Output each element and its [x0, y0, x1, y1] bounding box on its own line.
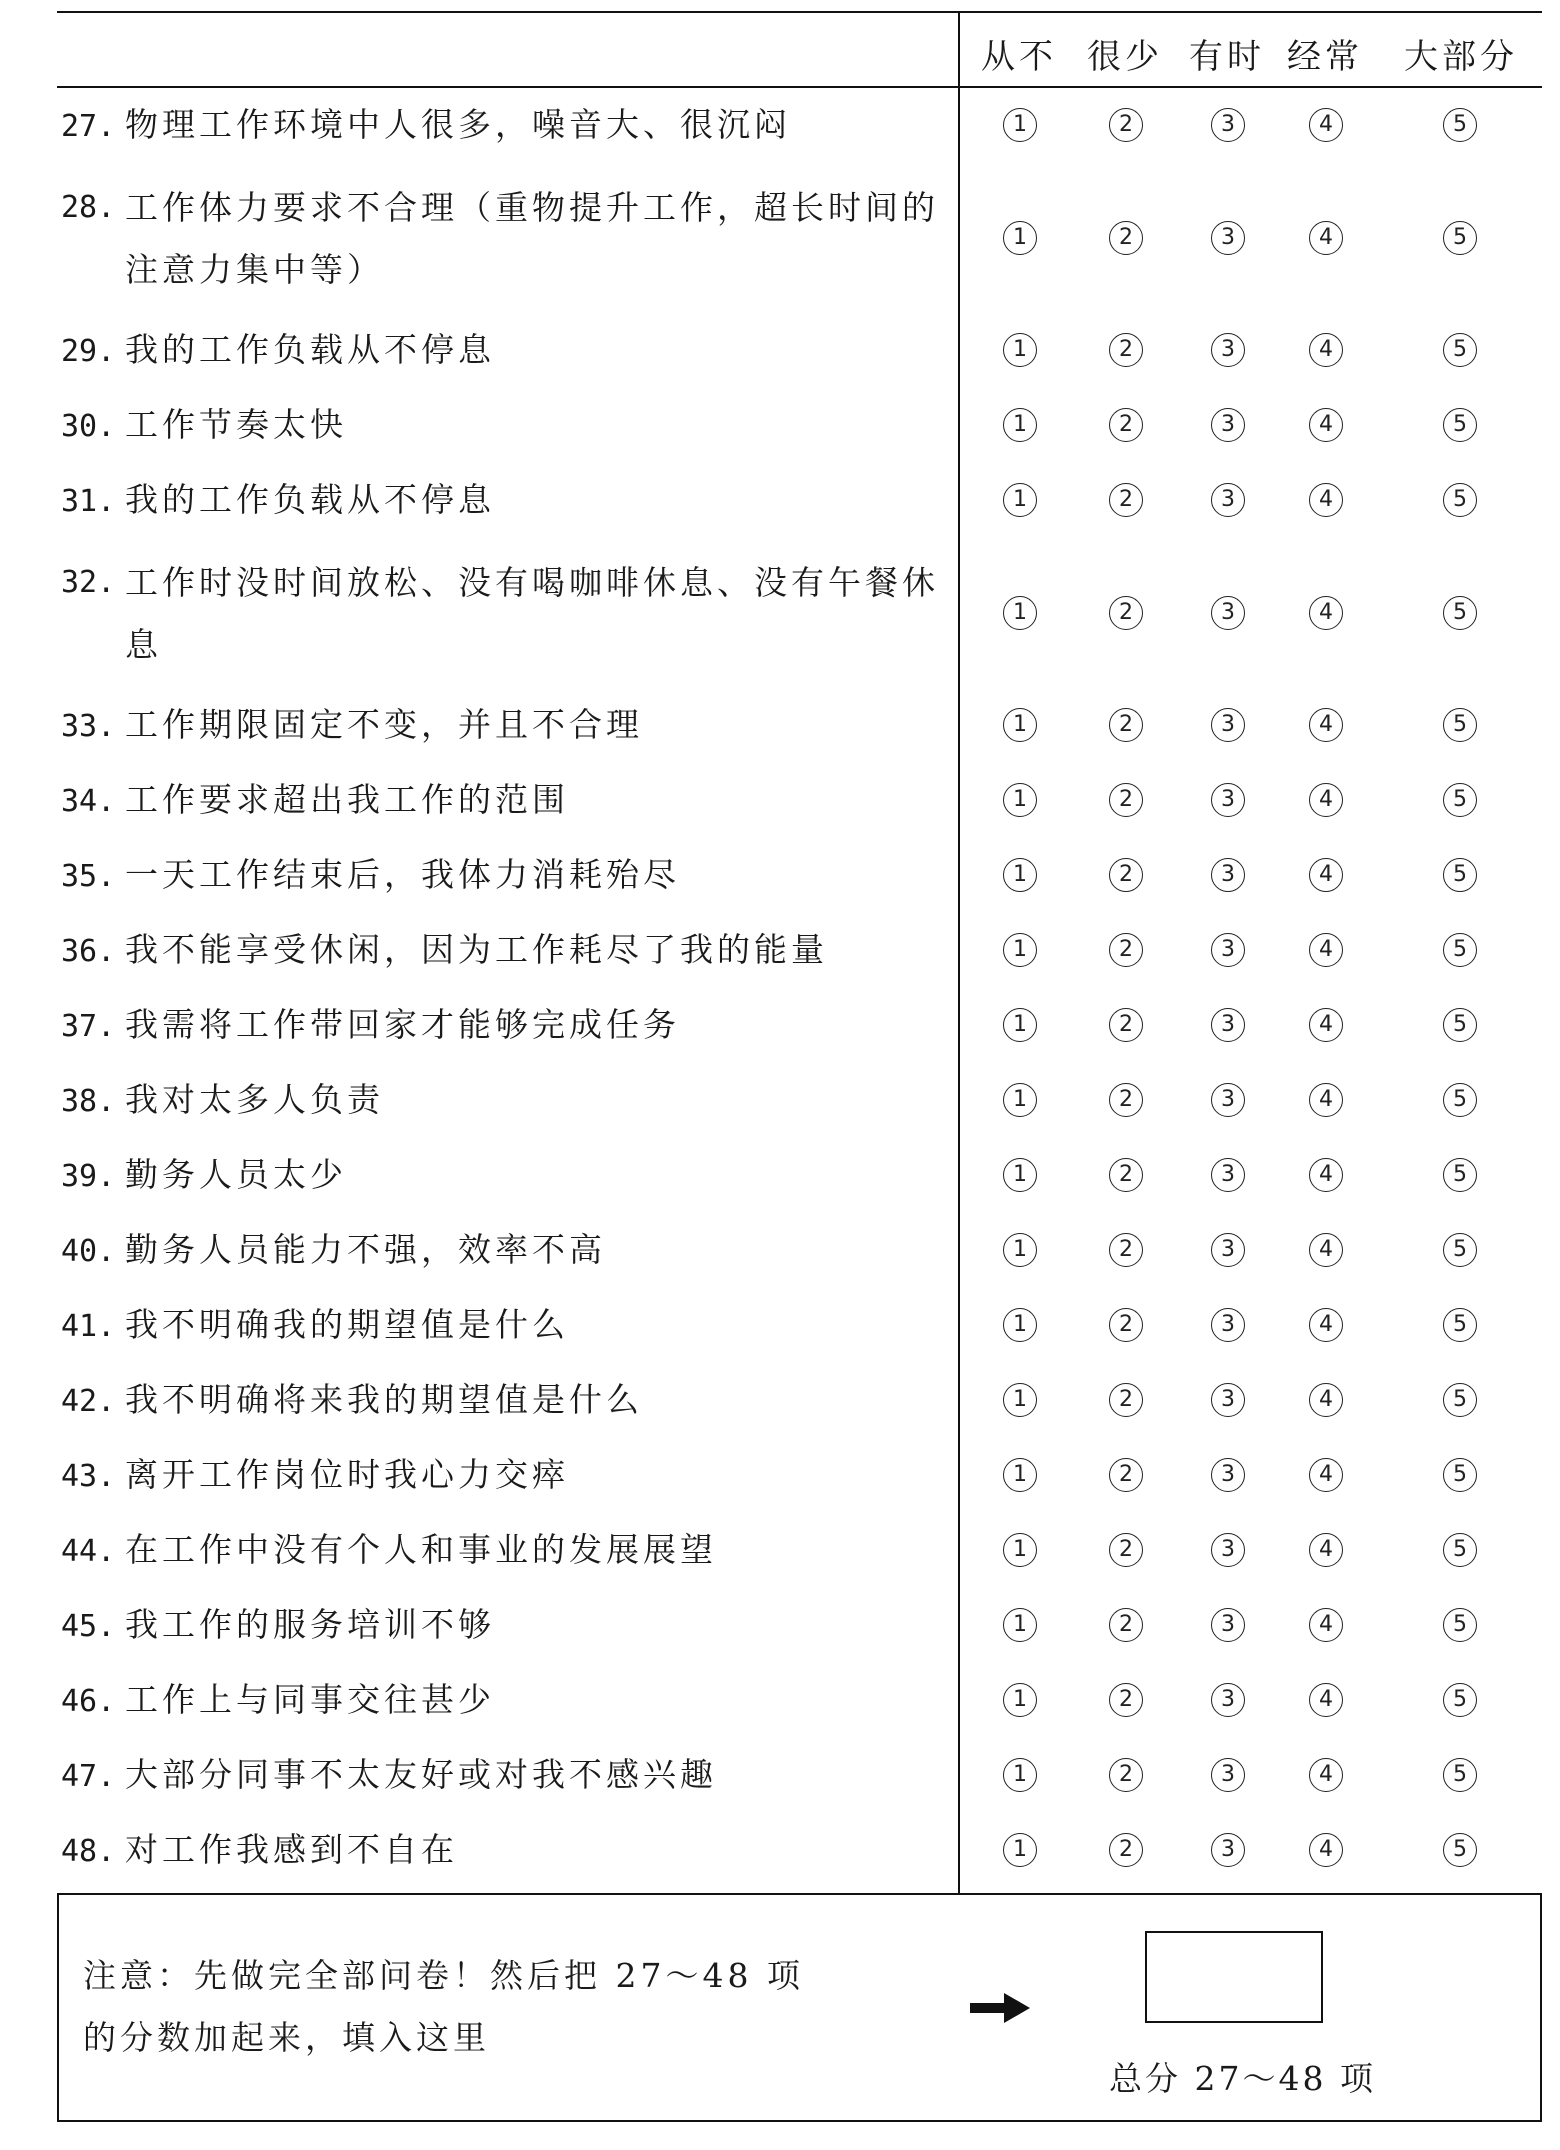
option-rarely-radio[interactable]: 2 — [1109, 858, 1143, 892]
option-rarely-radio[interactable]: 2 — [1109, 1608, 1143, 1642]
question-row — [57, 1588, 1542, 1663]
option-sometimes-radio[interactable]: 3 — [1211, 1083, 1245, 1117]
question-row — [57, 1213, 1542, 1288]
option-sometimes-radio[interactable]: 3 — [1211, 1458, 1245, 1492]
option-often-radio[interactable]: 4 — [1309, 1758, 1343, 1792]
header-option-sometimes: 有时 — [1189, 37, 1265, 77]
question-text — [61, 1669, 956, 1733]
question-label: 工作节奏太快 — [125, 405, 347, 444]
option-mostly-radio[interactable]: 5 — [1443, 1158, 1477, 1192]
option-often-radio[interactable]: 4 — [1309, 1008, 1343, 1042]
option-often-radio[interactable]: 4 — [1309, 1458, 1343, 1492]
option-never-radio[interactable]: 1 — [1003, 1533, 1037, 1567]
question-text — [61, 1069, 956, 1133]
option-never-radio[interactable]: 1 — [1003, 1083, 1037, 1117]
question-row — [57, 688, 1542, 763]
option-often-radio[interactable]: 4 — [1309, 1233, 1343, 1267]
question-label: 我对太多人负责 — [125, 1080, 384, 1119]
option-mostly-radio[interactable]: 5 — [1443, 1683, 1477, 1717]
question-row — [57, 1138, 1542, 1213]
option-mostly-radio[interactable]: 5 — [1443, 1458, 1477, 1492]
instruction-note — [83, 1945, 863, 2069]
option-never-radio[interactable]: 1 — [1003, 221, 1037, 255]
question-row — [57, 1813, 1542, 1888]
question-row — [57, 313, 1542, 388]
option-often-radio[interactable]: 4 — [1309, 1308, 1343, 1342]
question-label: 勤务人员太少 — [125, 1155, 347, 1194]
question-number: 29. — [61, 334, 116, 369]
question-row — [57, 88, 1542, 163]
option-rarely-radio[interactable]: 2 — [1109, 1083, 1143, 1117]
option-never-radio[interactable]: 1 — [1003, 1833, 1037, 1867]
option-rarely-radio[interactable]: 2 — [1109, 1308, 1143, 1342]
question-label: 我不明确将来我的期望值是什么 — [125, 1380, 643, 1419]
question-number: 41. — [61, 1309, 116, 1344]
option-often-radio[interactable]: 4 — [1309, 1533, 1343, 1567]
option-never-radio[interactable]: 1 — [1003, 783, 1037, 817]
option-never-radio[interactable]: 1 — [1003, 1458, 1037, 1492]
option-rarely-radio[interactable]: 2 — [1109, 783, 1143, 817]
option-never-radio[interactable]: 1 — [1003, 708, 1037, 742]
option-mostly-radio[interactable]: 5 — [1443, 708, 1477, 742]
option-mostly-radio[interactable]: 5 — [1443, 858, 1477, 892]
option-never-radio[interactable]: 1 — [1003, 1158, 1037, 1192]
question-number: 44. — [61, 1534, 116, 1569]
question-text — [61, 319, 956, 383]
option-never-radio[interactable]: 1 — [1003, 596, 1037, 630]
option-rarely-radio[interactable]: 2 — [1109, 708, 1143, 742]
question-label: 我不能享受休闲，因为工作耗尽了我的能量 — [125, 930, 828, 969]
option-never-radio[interactable]: 1 — [1003, 1383, 1037, 1417]
option-sometimes-radio[interactable]: 3 — [1211, 1308, 1245, 1342]
question-text — [61, 994, 956, 1058]
question-label: 对工作我感到不自在 — [125, 1830, 458, 1869]
option-mostly-radio[interactable]: 5 — [1443, 333, 1477, 367]
option-rarely-radio[interactable]: 2 — [1109, 333, 1143, 367]
question-row — [57, 1438, 1542, 1513]
option-mostly-radio[interactable]: 5 — [1443, 221, 1477, 255]
question-label: 大部分同事不太友好或对我不感兴趣 — [125, 1755, 717, 1794]
question-number: 33. — [61, 709, 116, 744]
option-sometimes-radio[interactable]: 3 — [1211, 1608, 1245, 1642]
header-row — [57, 13, 1542, 86]
question-label: 我工作的服务培训不够 — [125, 1605, 495, 1644]
option-sometimes-radio[interactable]: 3 — [1211, 108, 1245, 142]
option-sometimes-radio[interactable]: 3 — [1211, 483, 1245, 517]
question-label: 物理工作环境中人很多，噪音大、很沉闷 — [125, 105, 791, 144]
question-number: 48. — [61, 1834, 116, 1869]
question-text — [61, 1594, 956, 1658]
question-text — [61, 469, 956, 533]
option-sometimes-radio[interactable]: 3 — [1211, 708, 1245, 742]
question-text — [61, 694, 956, 758]
question-label: 离开工作岗位时我心力交瘁 — [125, 1455, 569, 1494]
question-number: 32. — [61, 565, 116, 600]
question-text — [61, 919, 956, 983]
question-row — [57, 463, 1542, 538]
question-number: 37. — [61, 1009, 116, 1044]
header-option-rarely: 很少 — [1087, 37, 1163, 77]
option-often-radio[interactable]: 4 — [1309, 858, 1343, 892]
question-label: 工作要求超出我工作的范围 — [125, 780, 569, 819]
option-rarely-radio[interactable]: 2 — [1109, 108, 1143, 142]
option-sometimes-radio[interactable]: 3 — [1211, 1383, 1245, 1417]
option-often-radio[interactable]: 4 — [1309, 483, 1343, 517]
option-never-radio[interactable]: 1 — [1003, 483, 1037, 517]
question-text — [61, 394, 956, 458]
option-mostly-radio[interactable]: 5 — [1443, 483, 1477, 517]
question-number: 43. — [61, 1459, 116, 1494]
question-list — [57, 88, 1542, 1888]
option-never-radio[interactable]: 1 — [1003, 1758, 1037, 1792]
question-row — [57, 163, 1542, 313]
option-never-radio[interactable]: 1 — [1003, 1008, 1037, 1042]
option-often-radio[interactable]: 4 — [1309, 1608, 1343, 1642]
question-text — [61, 1519, 956, 1583]
option-mostly-radio[interactable]: 5 — [1443, 783, 1477, 817]
question-text — [61, 550, 956, 676]
instruction-line-2: 的分数加起来，填入这里 — [83, 2018, 490, 2057]
question-row — [57, 838, 1542, 913]
question-label: 我的工作负载从不停息 — [125, 480, 495, 519]
option-mostly-radio[interactable]: 5 — [1443, 1083, 1477, 1117]
option-often-radio[interactable]: 4 — [1309, 1833, 1343, 1867]
option-never-radio[interactable]: 1 — [1003, 333, 1037, 367]
option-mostly-radio[interactable]: 5 — [1443, 108, 1477, 142]
option-often-radio[interactable]: 4 — [1309, 1683, 1343, 1717]
right-arrow-icon — [970, 1993, 1030, 2023]
instruction-line-1: 注意：先做完全部问卷！然后把 27～48 项 — [83, 1956, 804, 1995]
question-number: 31. — [61, 484, 116, 519]
question-row — [57, 538, 1542, 688]
option-often-radio[interactable]: 4 — [1309, 333, 1343, 367]
option-mostly-radio[interactable]: 5 — [1443, 596, 1477, 630]
question-row — [57, 1513, 1542, 1588]
option-often-radio[interactable]: 4 — [1309, 108, 1343, 142]
question-text — [61, 1219, 956, 1283]
question-row — [57, 1663, 1542, 1738]
option-never-radio[interactable]: 1 — [1003, 933, 1037, 967]
question-label: 我的工作负载从不停息 — [125, 330, 495, 369]
option-often-radio[interactable]: 4 — [1309, 1383, 1343, 1417]
option-sometimes-radio[interactable]: 3 — [1211, 333, 1245, 367]
question-text — [61, 1744, 956, 1808]
option-rarely-radio[interactable]: 2 — [1109, 596, 1143, 630]
option-often-radio[interactable]: 4 — [1309, 708, 1343, 742]
option-rarely-radio[interactable]: 2 — [1109, 221, 1143, 255]
question-row — [57, 1288, 1542, 1363]
option-often-radio[interactable]: 4 — [1309, 596, 1343, 630]
option-sometimes-radio[interactable]: 3 — [1211, 1533, 1245, 1567]
question-row — [57, 1063, 1542, 1138]
question-text — [61, 1444, 956, 1508]
question-row — [57, 1363, 1542, 1438]
option-mostly-radio[interactable]: 5 — [1443, 1383, 1477, 1417]
question-number: 34. — [61, 784, 116, 819]
question-text — [61, 94, 956, 158]
option-never-radio[interactable]: 1 — [1003, 108, 1037, 142]
question-number: 35. — [61, 859, 116, 894]
option-sometimes-radio[interactable]: 3 — [1211, 858, 1245, 892]
option-mostly-radio[interactable]: 5 — [1443, 1233, 1477, 1267]
option-sometimes-radio[interactable]: 3 — [1211, 221, 1245, 255]
option-never-radio[interactable]: 1 — [1003, 1608, 1037, 1642]
question-number: 45. — [61, 1609, 116, 1644]
header-option-mostly: 大部分 — [1404, 37, 1518, 77]
question-label: 工作上与同事交往甚少 — [125, 1680, 495, 1719]
option-rarely-radio[interactable]: 2 — [1109, 408, 1143, 442]
question-label: 勤务人员能力不强，效率不高 — [125, 1230, 606, 1269]
question-label: 工作期限固定不变，并且不合理 — [125, 705, 643, 744]
option-sometimes-radio[interactable]: 3 — [1211, 408, 1245, 442]
option-mostly-radio[interactable]: 5 — [1443, 1758, 1477, 1792]
question-row — [57, 988, 1542, 1063]
question-number: 38. — [61, 1084, 116, 1119]
question-row — [57, 763, 1542, 838]
option-mostly-radio[interactable]: 5 — [1443, 933, 1477, 967]
option-sometimes-radio[interactable]: 3 — [1211, 1758, 1245, 1792]
option-rarely-radio[interactable]: 2 — [1109, 1008, 1143, 1042]
option-rarely-radio[interactable]: 2 — [1109, 483, 1143, 517]
question-label: 在工作中没有个人和事业的发展展望 — [125, 1530, 717, 1569]
option-sometimes-radio[interactable]: 3 — [1211, 1233, 1245, 1267]
question-row — [57, 1738, 1542, 1813]
question-label: 工作时没时间放松、没有喝咖啡休息、没有午餐休息 — [125, 563, 939, 664]
question-text — [61, 1369, 956, 1433]
option-mostly-radio[interactable]: 5 — [1443, 1833, 1477, 1867]
option-rarely-radio[interactable]: 2 — [1109, 1833, 1143, 1867]
option-mostly-radio[interactable]: 5 — [1443, 408, 1477, 442]
option-sometimes-radio[interactable]: 3 — [1211, 1008, 1245, 1042]
option-rarely-radio[interactable]: 2 — [1109, 1458, 1143, 1492]
header-option-never: 从不 — [981, 37, 1057, 77]
option-often-radio[interactable]: 4 — [1309, 1158, 1343, 1192]
option-sometimes-radio[interactable]: 3 — [1211, 933, 1245, 967]
question-label: 一天工作结束后，我体力消耗殆尽 — [125, 855, 680, 894]
question-text — [61, 175, 956, 301]
question-label: 我不明确我的期望值是什么 — [125, 1305, 569, 1344]
question-text — [61, 1819, 956, 1883]
question-number: 28. — [61, 190, 116, 225]
question-number: 36. — [61, 934, 116, 969]
question-text — [61, 1294, 956, 1358]
option-never-radio[interactable]: 1 — [1003, 1308, 1037, 1342]
header-option-often: 经常 — [1287, 37, 1363, 77]
total-score-input[interactable] — [1145, 1931, 1323, 2023]
option-mostly-radio[interactable]: 5 — [1443, 1608, 1477, 1642]
question-label: 我需将工作带回家才能够完成任务 — [125, 1005, 680, 1044]
option-mostly-radio[interactable]: 5 — [1443, 1008, 1477, 1042]
question-number: 30. — [61, 409, 116, 444]
question-number: 27. — [61, 109, 116, 144]
option-never-radio[interactable]: 1 — [1003, 1683, 1037, 1717]
option-never-radio[interactable]: 1 — [1003, 408, 1037, 442]
option-mostly-radio[interactable]: 5 — [1443, 1308, 1477, 1342]
total-score-label: 总分 27～48 项 — [1109, 2059, 1376, 2098]
option-rarely-radio[interactable]: 2 — [1109, 933, 1143, 967]
option-rarely-radio[interactable]: 2 — [1109, 1758, 1143, 1792]
option-often-radio[interactable]: 4 — [1309, 408, 1343, 442]
option-sometimes-radio[interactable]: 3 — [1211, 1683, 1245, 1717]
question-number: 40. — [61, 1234, 116, 1269]
option-sometimes-radio[interactable]: 3 — [1211, 783, 1245, 817]
question-number: 47. — [61, 1759, 116, 1794]
option-never-radio[interactable]: 1 — [1003, 858, 1037, 892]
total-score-box — [57, 1893, 1542, 2122]
option-never-radio[interactable]: 1 — [1003, 1233, 1037, 1267]
option-rarely-radio[interactable]: 2 — [1109, 1158, 1143, 1192]
option-mostly-radio[interactable]: 5 — [1443, 1533, 1477, 1567]
question-number: 46. — [61, 1684, 116, 1719]
question-text — [61, 769, 956, 833]
question-text — [61, 1144, 956, 1208]
option-rarely-radio[interactable]: 2 — [1109, 1533, 1143, 1567]
option-sometimes-radio[interactable]: 3 — [1211, 1833, 1245, 1867]
option-rarely-radio[interactable]: 2 — [1109, 1383, 1143, 1417]
question-number: 39. — [61, 1159, 116, 1194]
option-often-radio[interactable]: 4 — [1309, 783, 1343, 817]
option-often-radio[interactable]: 4 — [1309, 1083, 1343, 1117]
option-often-radio[interactable]: 4 — [1309, 933, 1343, 967]
question-row — [57, 388, 1542, 463]
option-often-radio[interactable]: 4 — [1309, 221, 1343, 255]
option-rarely-radio[interactable]: 2 — [1109, 1233, 1143, 1267]
question-number: 42. — [61, 1384, 116, 1419]
question-label: 工作体力要求不合理（重物提升工作，超长时间的注意力集中等） — [125, 188, 939, 289]
option-rarely-radio[interactable]: 2 — [1109, 1683, 1143, 1717]
option-sometimes-radio[interactable]: 3 — [1211, 596, 1245, 630]
option-sometimes-radio[interactable]: 3 — [1211, 1158, 1245, 1192]
question-row — [57, 913, 1542, 988]
question-text — [61, 844, 956, 908]
